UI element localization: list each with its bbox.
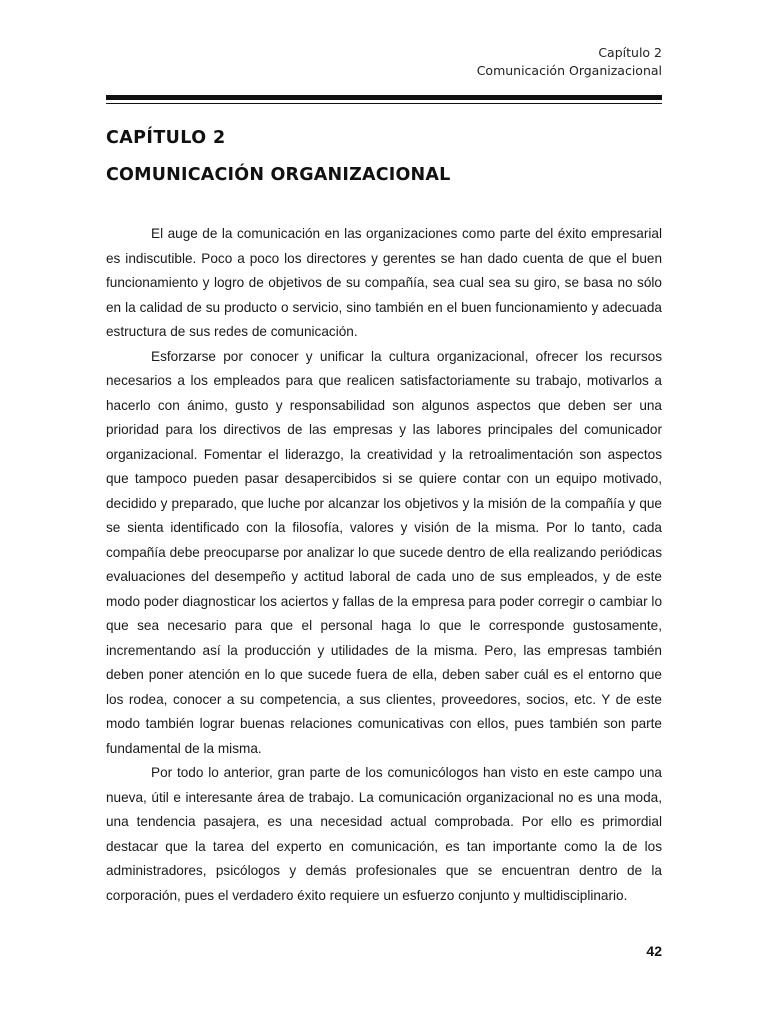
header-rule-thick <box>106 95 662 100</box>
page-number: 42 <box>646 943 662 959</box>
running-header-title: Comunicación Organizacional <box>476 63 662 78</box>
chapter-label: CAPÍTULO 2 <box>106 128 226 148</box>
chapter-title: COMUNICACIÓN ORGANIZACIONAL <box>106 165 451 185</box>
paragraph-2: Esforzarse por conocer y unificar la cultura organizacional, ofrecer los recursos necesarios a los empleados para que realicen satisfactoriamente su trabajo, motivarlos a hacerlo con ánimo, gusto y responsabilidad son algunos aspectos que deben ser una prioridad para los directivos de las empresas y las labores principales del comunicador organizacional. Fomentar el liderazgo, la creatividad y la retroalimentación son aspectos que tampoco pueden pasar desapercibidos si se quiere contar con un equipo motivado, decidido y preparado, que luche por alcanzar los objetivos y la misión de la compañía y que se sienta identificado con la filosofía, valores y visión de la misma. Por lo tanto, cada compañía debe preocuparse por analizar lo que sucede dentro de ella realizando periódicas evaluaciones del desempeño y actitud laboral de cada uno de sus empleados, y de este modo poder diagnosticar los aciertos y fallas de la empresa para poder corregir o cambiar lo que sea necesario para que el personal haga lo que le corresponde gustosamente, incrementando así la producción y utilidades de la misma. Pero, las empresas también deben poner atención en lo que sucede fuera de ella, deben saber cuál es el entorno que los rodea, conocer a su competencia, a sus clientes, proveedores, socios, etc. Y de este modo también lograr buenas relaciones comunicativas con ellos, pues también son parte fundamental de la misma. <box>106 348 662 756</box>
running-header <box>262 44 662 80</box>
running-header-chapter: Capítulo 2 <box>598 45 662 60</box>
paragraph-3: Por todo lo anterior, gran parte de los comunicólogos han visto en este campo una nueva, útil e interesante área de trabajo. La comunicación organizacional no es una moda, una tendencia pasajera, es una necesidad actual comprobada. Por ello es primordial destacar que la tarea del experto en comunicación, es tan importante como la de los administradores, psicólogos y demás profesionales que se encuentran dentro de la corporación, pues el verdadero éxito requiere un esfuerzo conjunto y multidisciplinario. <box>106 765 662 903</box>
header-rule-thin <box>106 103 662 104</box>
paragraph-1: El auge de la comunicación en las organizaciones como parte del éxito empresarial es indiscutible. Poco a poco los directores y gerentes se han dado cuenta de que el buen funcionamiento y logro de objetivos de su compañía, sea cual sea su giro, se basa no sólo en la calidad de su producto o servicio, sino también en el buen funcionamiento y adecuada estructura de sus redes de comunicación. <box>106 226 662 339</box>
body-text <box>106 222 662 908</box>
